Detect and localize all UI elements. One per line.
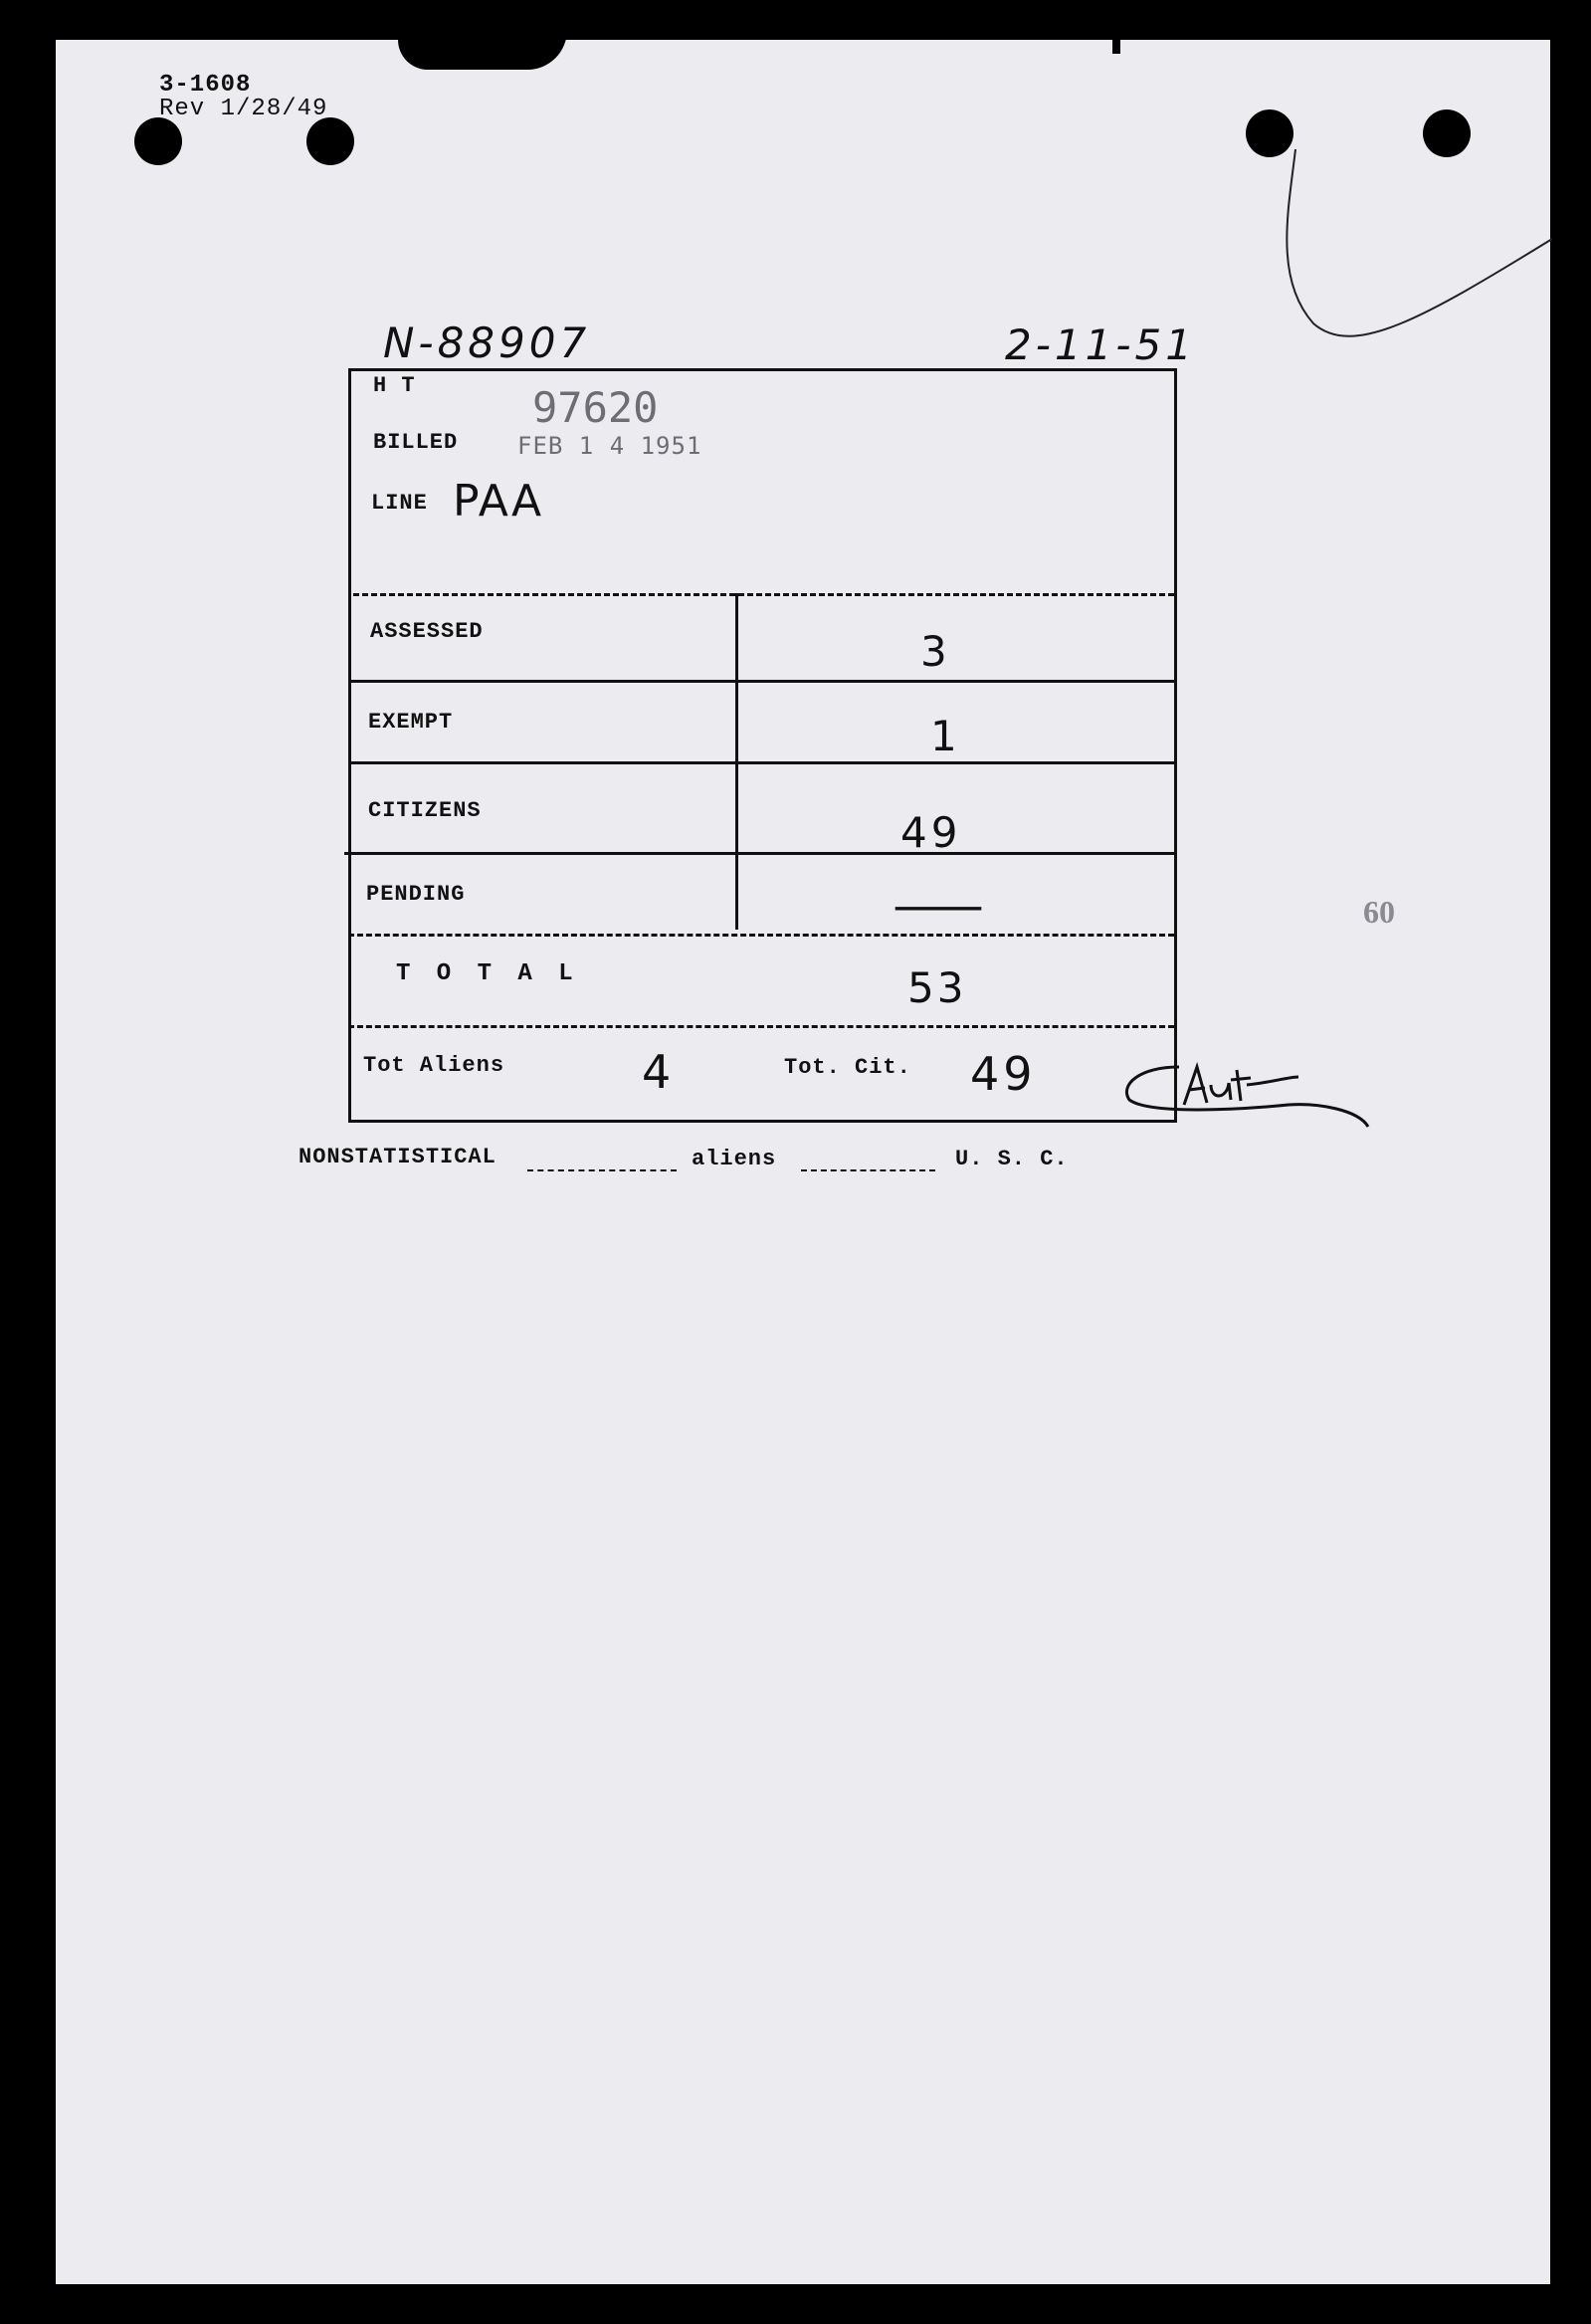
divider-row-2 xyxy=(348,761,1174,764)
tot-cit-label: Tot. Cit. xyxy=(784,1055,911,1080)
page-number: 60 xyxy=(1363,894,1395,930)
ink-mark xyxy=(1112,32,1120,54)
exempt-value: 1 xyxy=(930,712,957,760)
citizens-value: 49 xyxy=(900,808,962,857)
divider-row-4 xyxy=(348,934,1174,937)
exempt-label: EXEMPT xyxy=(368,710,454,735)
pending-value: — xyxy=(891,878,986,934)
column-divider xyxy=(735,593,738,930)
tot-cit-value: 49 xyxy=(970,1047,1037,1101)
ink-blot xyxy=(398,30,567,70)
form-border-left xyxy=(348,368,351,1123)
stamp-number: 97620 xyxy=(532,383,659,432)
form-number: 3-1608 xyxy=(159,72,252,99)
aliens-label: aliens xyxy=(692,1147,777,1171)
billed-label: BILLED xyxy=(373,430,459,455)
manifest-date: 2-11-51 xyxy=(1005,320,1196,369)
assessed-value: 3 xyxy=(920,627,947,676)
billed-stamp: FEB 1 4 1951 xyxy=(517,432,702,460)
tot-aliens-value: 4 xyxy=(642,1045,672,1099)
form-border-right xyxy=(1174,368,1177,1123)
divider-row-1 xyxy=(350,680,1174,683)
manifest-number: N-88907 xyxy=(383,318,591,367)
punch-hole-left-2 xyxy=(306,117,354,165)
tot-aliens-label: Tot Aliens xyxy=(363,1053,505,1078)
form-border-bottom xyxy=(348,1120,1177,1123)
line-label: LINE xyxy=(371,491,428,516)
aliens-blank xyxy=(801,1169,935,1171)
form-border-top xyxy=(348,368,1177,371)
ht-label: H T xyxy=(373,373,416,398)
line-value: PAA xyxy=(453,476,544,527)
pending-label: PENDING xyxy=(366,882,466,907)
nonstatistical-blank xyxy=(527,1169,677,1171)
assessed-label: ASSESSED xyxy=(370,619,484,644)
citizens-label: CITIZENS xyxy=(368,798,482,823)
total-label: T O T A L xyxy=(396,960,579,987)
divider-total xyxy=(348,1025,1174,1028)
usc-label: U. S. C. xyxy=(955,1147,1069,1171)
nonstatistical-label: NONSTATISTICAL xyxy=(298,1145,497,1169)
document-page xyxy=(56,40,1550,2284)
pencil-stroke xyxy=(1274,129,1562,358)
divider-header xyxy=(353,593,1174,596)
divider-row-3 xyxy=(344,852,1174,855)
initials-signature xyxy=(1119,1055,1378,1135)
punch-hole-left-1 xyxy=(134,117,182,165)
form-revision: Rev 1/28/49 xyxy=(159,96,328,122)
total-value: 53 xyxy=(907,963,967,1012)
